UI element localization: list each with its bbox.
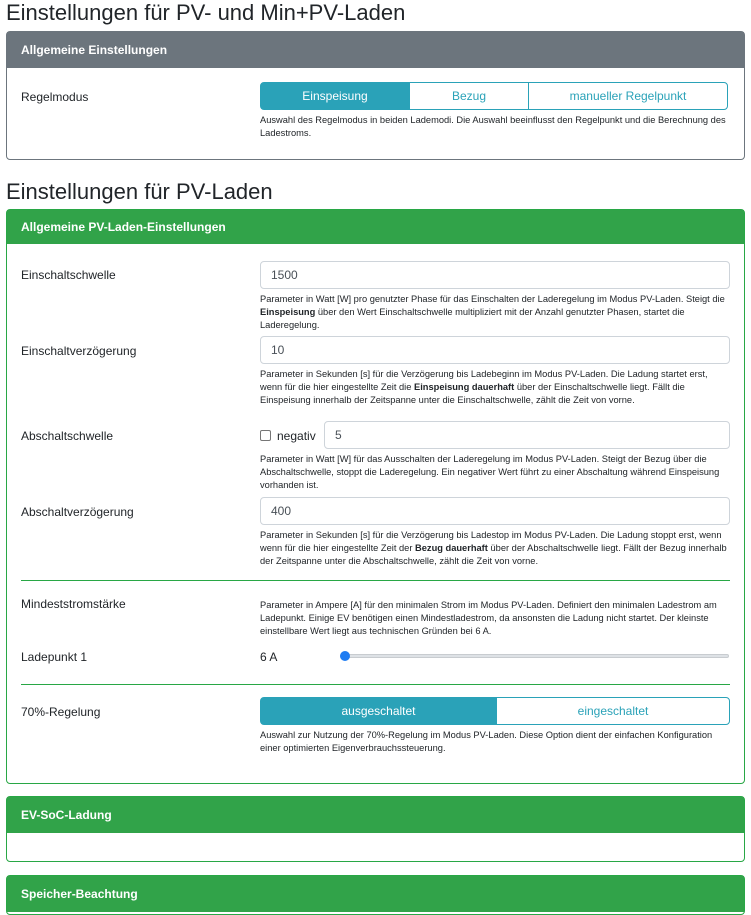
divider [21,580,730,581]
general-settings-header: Allgemeine Einstellungen [7,32,744,68]
regelmodus-label: Regelmodus [21,90,89,104]
abschaltverzoegerung-help: Parameter in Sekunden [s] für die Verzögerung bis Ladestop im Modus PV-Laden. Die Ladung stoppt erst, wenn wenn für die hier eingestellte Zeit der Bezug dauerhaft über der Abschaltschwelle liegt. Fällt der Bezug innerhalb der Zeitspanne unter die Abschaltschwelle, zählt die Zeit von vorne. [260,530,727,566]
regelmodus-bezug-button[interactable]: Bezug [409,82,529,110]
abschaltverzoegerung-label: Abschaltverzögerung [21,505,134,519]
regelung70-help: Auswahl zur Nutzung der 70%-Regelung im Modus PV-Laden. Diese Option dient der einfachen Konfiguration einer optimierten Eigenverbrauchssteuerung. [260,730,713,753]
divider [21,684,730,685]
ladepunkt-1-slider-thumb[interactable] [340,651,350,661]
mindeststrom-label: Mindeststromstärke [21,597,126,611]
regelung70-eingeschaltet-button[interactable]: eingeschaltet [496,697,730,725]
ladepunkt-1-label: Ladepunkt 1 [21,650,88,664]
abschaltschwelle-negativ-checkbox[interactable] [260,430,271,441]
abschaltverzoegerung-input[interactable]: 400 [260,497,730,525]
einschaltverzoegerung-label: Einschaltverzögerung [21,344,137,358]
ev-soc-header[interactable]: EV-SoC-Ladung [7,797,744,833]
speicher-card [6,875,745,915]
ladepunkt-1-value: 6 A [260,650,278,664]
ev-soc-card [6,796,745,862]
pv-section-title: Einstellungen für PV-Laden [6,179,273,204]
regelung70-label: 70%-Regelung [21,705,101,719]
regelung70-ausgeschaltet-button[interactable]: ausgeschaltet [260,697,497,725]
pv-settings-header: Allgemeine PV-Laden-Einstellungen [7,210,744,244]
einschaltschwelle-label: Einschaltschwelle [21,268,116,282]
regelung70-button-group [260,697,730,725]
regelmodus-help: Auswahl des Regelmodus in beiden Lademodi. Die Auswahl beeinflusst den Regelpunkt und die Berechnung des Ladestroms. [260,115,726,138]
einschaltschwelle-help: Parameter in Watt [W] pro genutzter Phase für das Einschalten der Laderegelung im Modus PV-Laden. Steigt die Einspeisung über den Wert Einschaltschwelle multipliziert mit der Anzahl genutzter Phasen, startet die Laderegelung. [260,294,725,330]
einschaltschwelle-input[interactable]: 1500 [260,261,730,289]
ladepunkt-1-slider[interactable] [340,654,729,658]
regelmodus-button-group [260,82,728,110]
einschaltverzoegerung-help: Parameter in Sekunden [s] für die Verzögerung bis Ladebeginn im Modus PV-Laden. Die Ladung startet erst, wenn für die hier eingestellte Zeit die Einspeisung dauerhaft über der Einschaltschwelle liegt. Fällt die Einspeisung innerhalb der Zeitspanne unter die Einschaltschwelle, zählt die Zeit von vorne. [260,369,708,405]
abschaltschwelle-input[interactable]: 5 [324,421,730,449]
mindeststrom-help: Parameter in Ampere [A] für den minimalen Strom im Modus PV-Laden. Definiert den minimalen Ladestrom am Ladepunkt. Einige EV benötigen einen Mindestladestrom, da ansonsten die Ladung nicht startet. Der kleinste einstellbare Wert liegt aus technischen Gründen bei 6 A. [260,600,717,636]
abschaltschwelle-help: Parameter in Watt [W] für das Ausschalten der Laderegelung im Modus PV-Laden. Steigt der Bezug über die Abschaltschwelle, stoppt die Laderegelung. Ein negativer Wert führt zu einer Abschaltung während Einspeisung vorhanden ist. [260,454,720,490]
abschaltschwelle-label: Abschaltschwelle [21,429,114,443]
page-title: Einstellungen für PV- und Min+PV-Laden [6,0,406,25]
abschaltschwelle-negativ-label: negativ [277,429,316,443]
regelmodus-manueller-regelpunkt-button[interactable]: manueller Regelpunkt [528,82,728,110]
einschaltverzoegerung-input[interactable]: 10 [260,336,730,364]
speicher-header[interactable]: Speicher-Beachtung [7,876,744,912]
regelmodus-einspeisung-button[interactable]: Einspeisung [260,82,410,110]
